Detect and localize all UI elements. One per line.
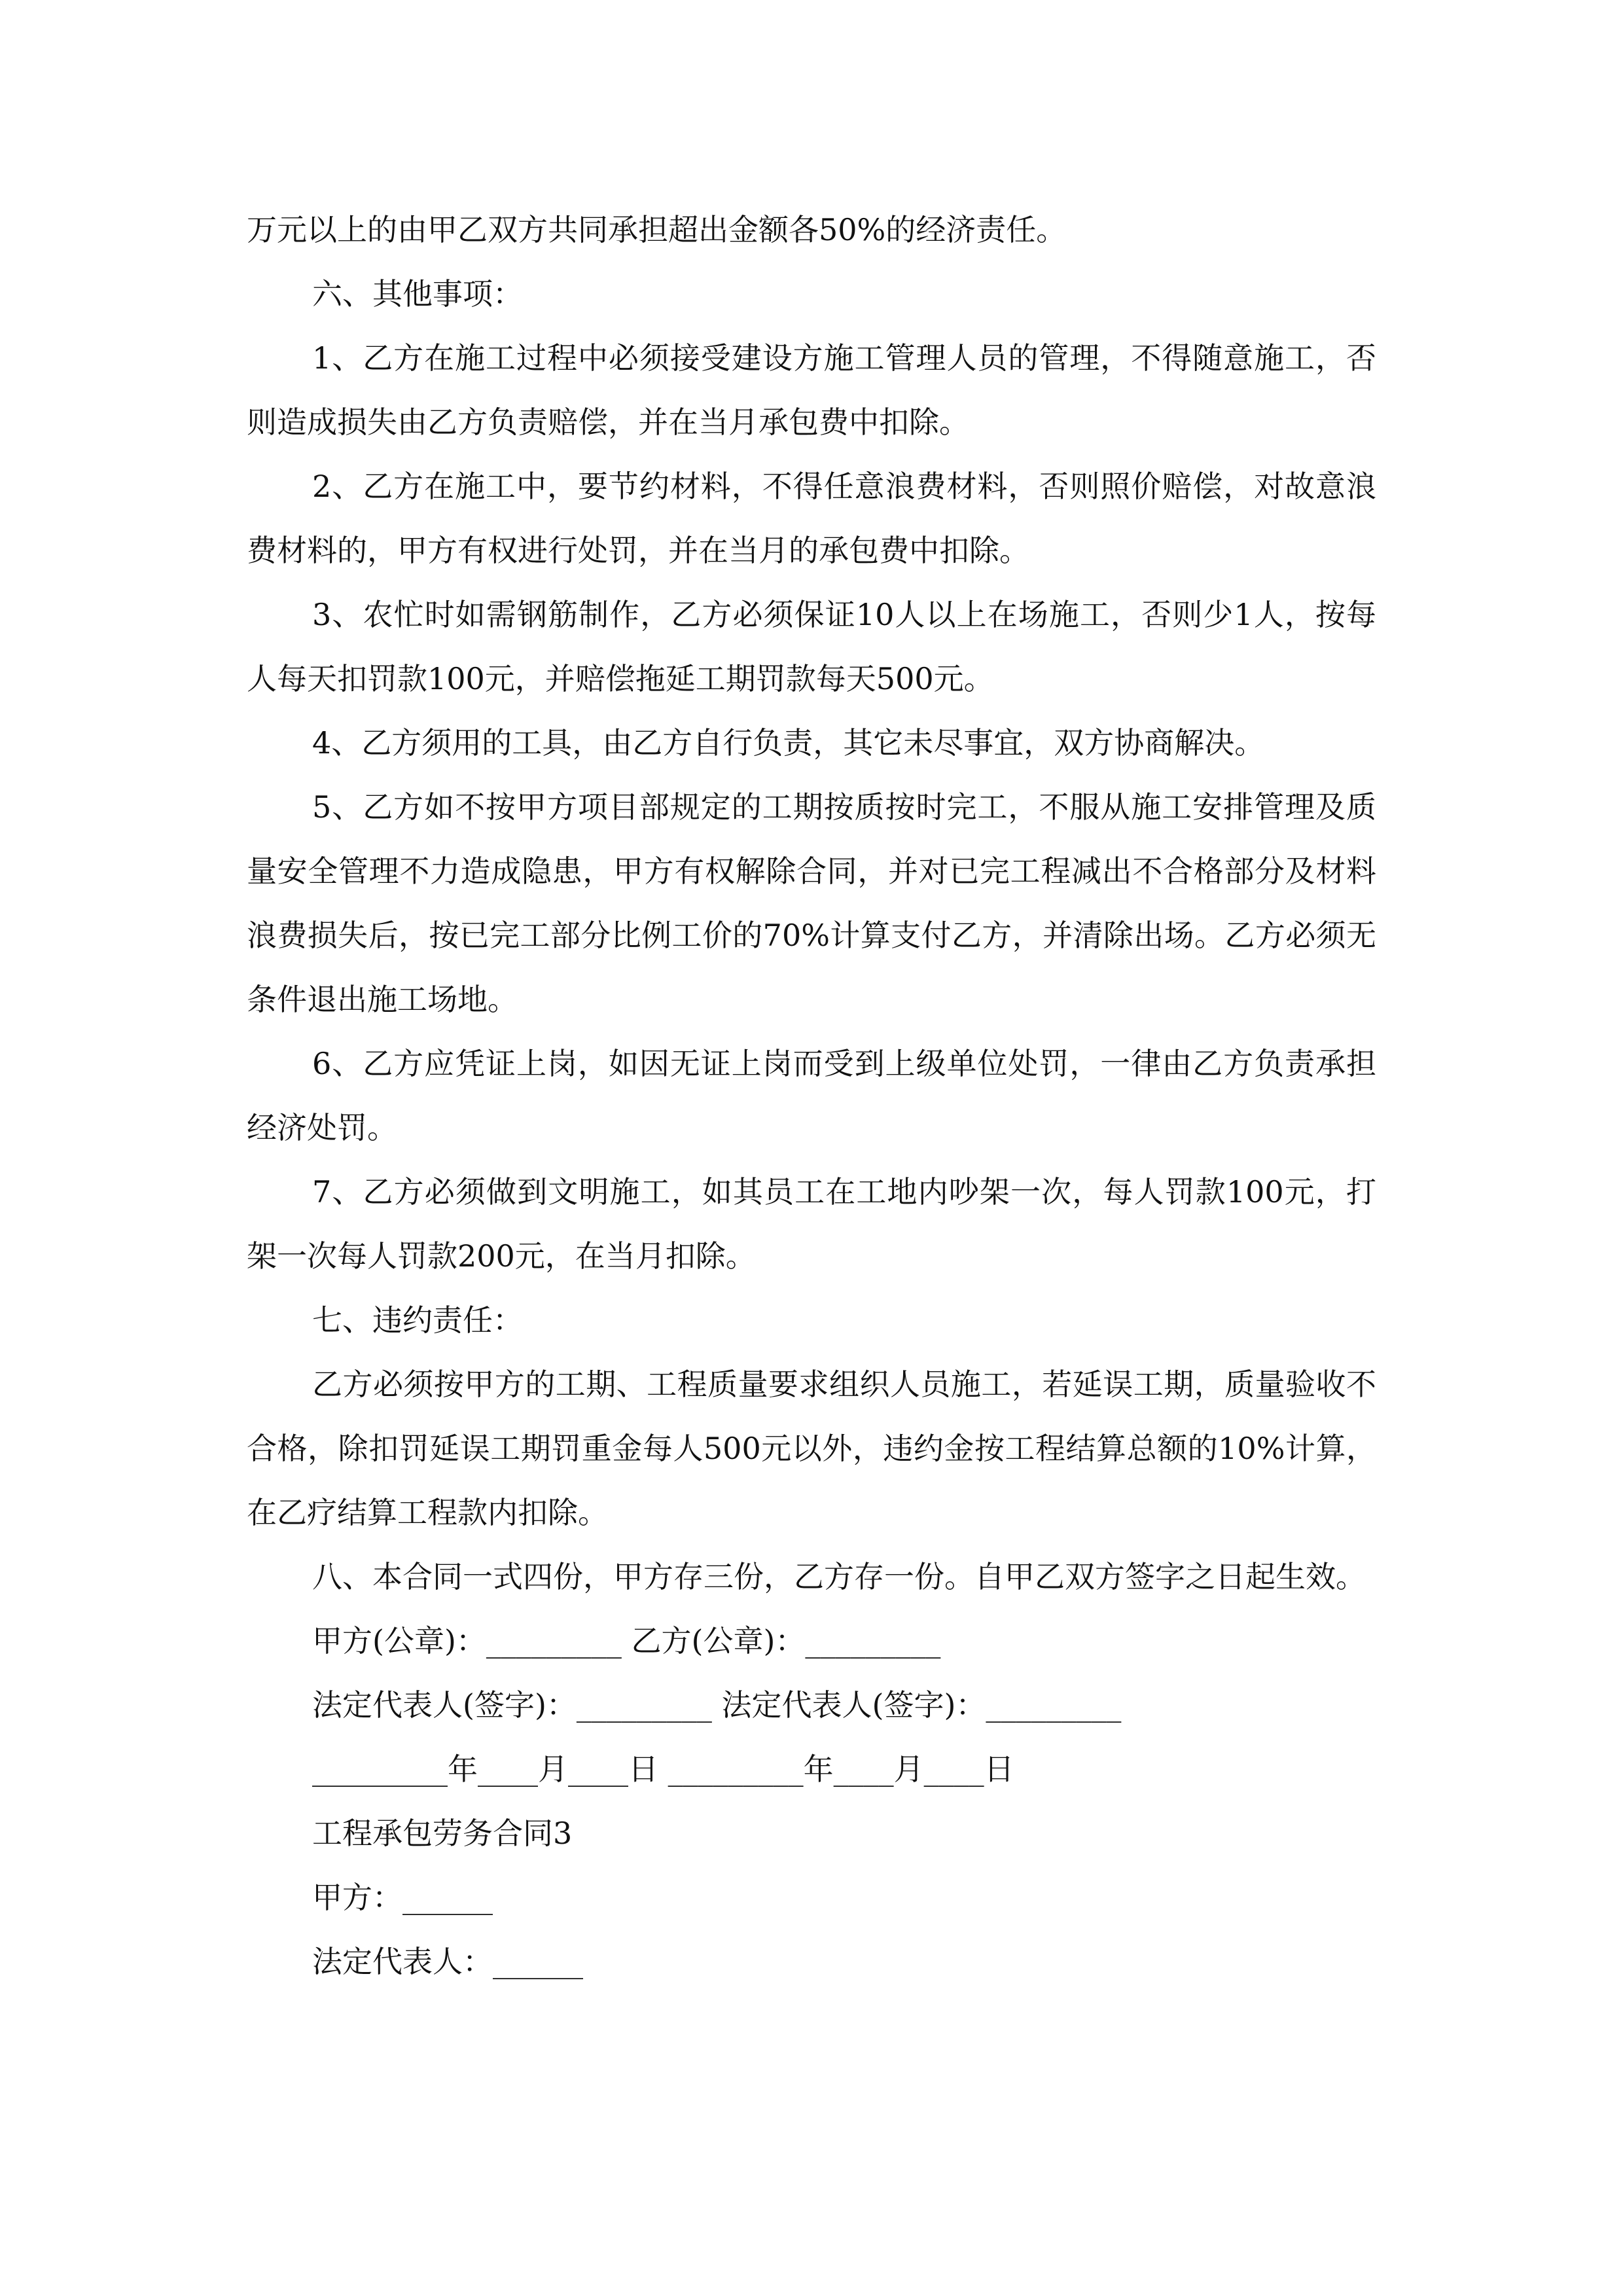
signature-line-seals: 甲方(公章)：_________ 乙方(公章)：_________ <box>312 1623 941 1659</box>
section-6-heading: 六、其他事项： <box>312 276 523 312</box>
breach-liability-text: 乙方必须按甲方的工期、工程质量要求组织人员施工，若延误工期，质量验收不合格，除扣罚延误工期罚重金每人500元以外，违约金按工程结算总额的10%计算，在乙疗结算工程款内扣除。 <box>247 1367 1376 1530</box>
clause-6-4: 4、乙方须用的工具，由乙方自行负责，其它未尽事宜，双方协商解决。 <box>312 725 1265 761</box>
document-body <box>247 198 1376 1994</box>
clause-6-3: 3、农忙时如需钢筋制作，乙方必须保证10人以上在场施工，否则少1人，按每人每天扣罚款100元，并赔偿拖延工期罚款每天500元。 <box>247 597 1376 696</box>
next-contract-representative: 法定代表人：______ <box>312 1944 583 1979</box>
clause-6-6: 6、乙方应凭证上岗，如因无证上岗而受到上级单位处罚，一律由乙方负责承担经济处罚。 <box>247 1046 1376 1145</box>
signature-line-representatives: 法定代表人(签字)：_________ 法定代表人(签字)：_________ <box>312 1687 1122 1723</box>
section-7-heading: 七、违约责任： <box>312 1302 523 1338</box>
next-contract-title: 工程承包劳务合同3 <box>312 1816 573 1851</box>
clause-6-1: 1、乙方在施工过程中必须接受建设方施工管理人员的管理，不得随意施工，否则造成损失由乙方负责赔偿，并在当月承包费中扣除。 <box>247 340 1376 440</box>
section-8-text: 八、本合同一式四份，甲方存三份，乙方存一份。自甲乙双方签字之日起生效。 <box>312 1559 1366 1594</box>
clause-6-5: 5、乙方如不按甲方项目部规定的工期按质按时完工，不服从施工安排管理及质量安全管理不力造成隐患，甲方有权解除合同，并对已完工程减出不合格部分及材料浪费损失后，按已完工部分比例工价的70%计算支付乙方，并清除出场。乙方必须无条件退出施工场地。 <box>247 789 1376 1017</box>
signature-line-dates: _________年____月____日 _________年____月____日 <box>312 1751 1014 1787</box>
clause-6-7: 7、乙方必须做到文明施工，如其员工在工地内吵架一次，每人罚款100元，打架一次每人罚款200元，在当月扣除。 <box>247 1174 1376 1274</box>
paragraph-1: 万元以上的由甲乙双方共同承担超出金额各50%的经济责任。 <box>247 212 1067 247</box>
clause-6-2: 2、乙方在施工中，要节约材料，不得任意浪费材料，否则照价赔偿，对故意浪费材料的，甲方有权进行处罚，并在当月的承包费中扣除。 <box>247 469 1376 568</box>
next-contract-party-a: 甲方：______ <box>312 1880 493 1915</box>
